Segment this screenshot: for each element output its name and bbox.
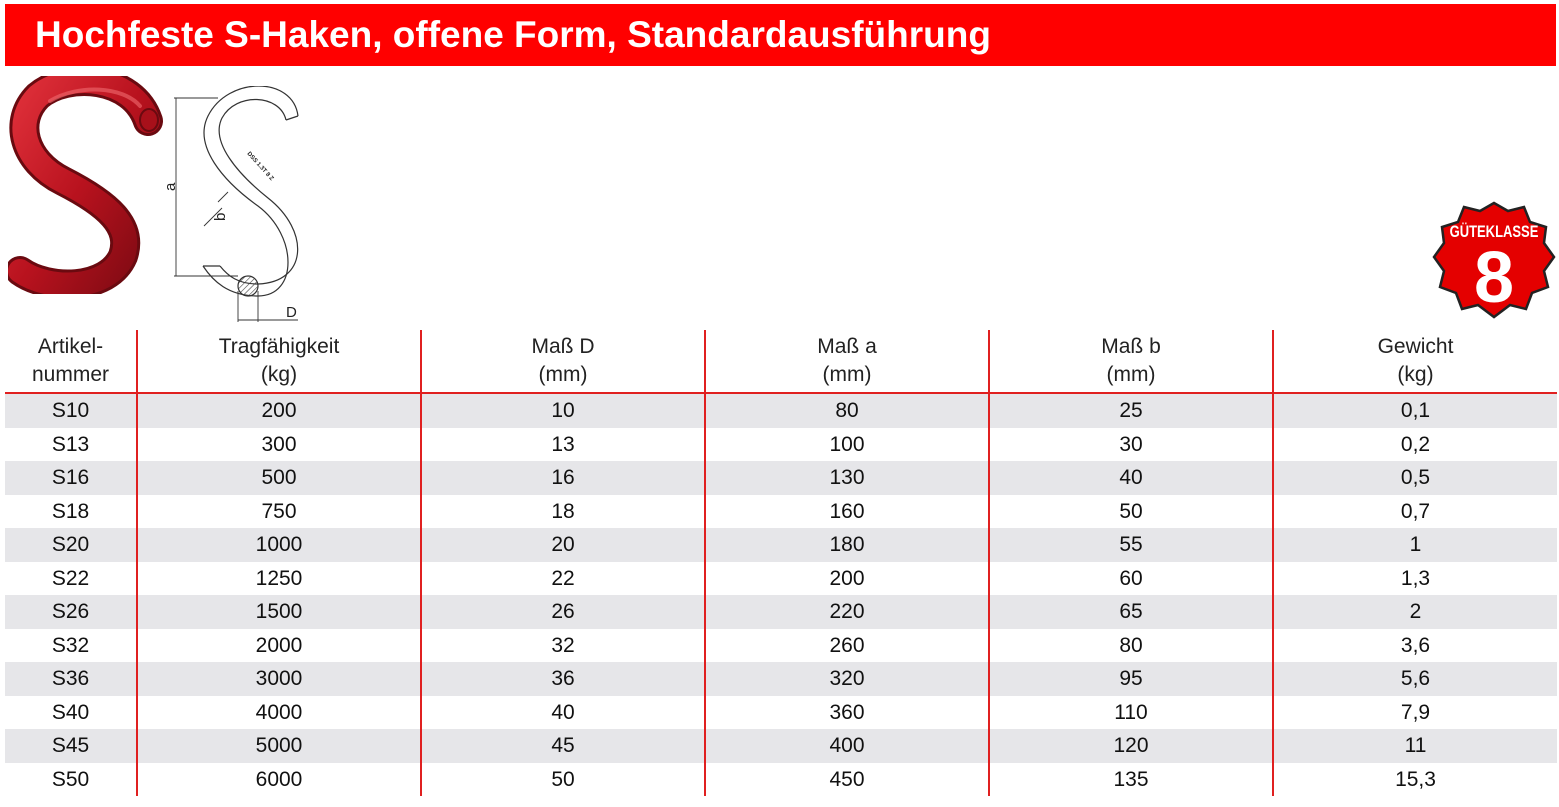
- table-row: [5, 528, 1557, 562]
- s-hook-product-image: [8, 76, 164, 294]
- table-row: [5, 763, 1557, 797]
- cell-weight: 7,9: [1273, 696, 1557, 730]
- cell-load-capacity: 6000: [137, 763, 421, 797]
- cell-weight: 5,6: [1273, 662, 1557, 696]
- cell-dimension-d: 40: [421, 696, 705, 730]
- table-row: [5, 696, 1557, 730]
- cell-load-capacity: 300: [137, 428, 421, 462]
- cell-dimension-b: 120: [989, 729, 1273, 763]
- cell-load-capacity: 1000: [137, 528, 421, 562]
- page-title: Hochfeste S-Haken, offene Form, Standardausführung: [35, 14, 991, 55]
- cell-dimension-b: 40: [989, 461, 1273, 495]
- cell-dimension-b: 25: [989, 393, 1273, 428]
- cell-dimension-b: 60: [989, 562, 1273, 596]
- cell-dimension-d: 18: [421, 495, 705, 529]
- badge-grade: 8: [1473, 238, 1515, 318]
- cell-article-number: S36: [5, 662, 137, 696]
- cell-dimension-a: 220: [705, 595, 989, 629]
- cell-load-capacity: 4000: [137, 696, 421, 730]
- cell-article-number: S40: [5, 696, 137, 730]
- cell-dimension-a: 80: [705, 393, 989, 428]
- specification-table: [5, 330, 1557, 796]
- cell-dimension-d: 26: [421, 595, 705, 629]
- cell-article-number: S32: [5, 629, 137, 663]
- cell-article-number: S26: [5, 595, 137, 629]
- dimension-label-a: a: [162, 182, 179, 191]
- cell-load-capacity: 500: [137, 461, 421, 495]
- cell-load-capacity: 2000: [137, 629, 421, 663]
- cell-weight: 15,3: [1273, 763, 1557, 797]
- header-load-capacity: Tragfähigkeit (kg): [137, 330, 421, 393]
- hook-stamp-text: DSS 1.3T 8 Z: [245, 151, 275, 183]
- header-article-number: Artikel- nummer: [5, 330, 137, 393]
- cell-article-number: S45: [5, 729, 137, 763]
- cell-load-capacity: 5000: [137, 729, 421, 763]
- badge-label: GÜTEKLASSE: [1449, 223, 1539, 242]
- cell-dimension-d: 36: [421, 662, 705, 696]
- cell-dimension-a: 200: [705, 562, 989, 596]
- cell-dimension-b: 95: [989, 662, 1273, 696]
- cell-load-capacity: 750: [137, 495, 421, 529]
- header-weight: Gewicht (kg): [1273, 330, 1557, 393]
- cell-dimension-b: 50: [989, 495, 1273, 529]
- dimension-label-b: b: [212, 212, 229, 221]
- cell-dimension-d: 45: [421, 729, 705, 763]
- cell-dimension-b: 135: [989, 763, 1273, 797]
- table-header-row: [5, 330, 1557, 393]
- cell-dimension-a: 400: [705, 729, 989, 763]
- cell-dimension-d: 10: [421, 393, 705, 428]
- cell-dimension-d: 50: [421, 763, 705, 797]
- table-row: [5, 595, 1557, 629]
- cell-article-number: S10: [5, 393, 137, 428]
- table-row: [5, 461, 1557, 495]
- cell-dimension-b: 65: [989, 595, 1273, 629]
- header-dimension-b: Maß b (mm): [989, 330, 1273, 393]
- grade-8-badge: [1432, 201, 1556, 319]
- s-hook-technical-drawing: [158, 86, 308, 326]
- cell-dimension-b: 55: [989, 528, 1273, 562]
- cell-dimension-d: 16: [421, 461, 705, 495]
- cell-dimension-b: 30: [989, 428, 1273, 462]
- cell-load-capacity: 1250: [137, 562, 421, 596]
- title-bar: [5, 4, 1556, 66]
- cell-dimension-b: 110: [989, 696, 1273, 730]
- cell-dimension-a: 260: [705, 629, 989, 663]
- cell-weight: 1,3: [1273, 562, 1557, 596]
- cell-dimension-d: 20: [421, 528, 705, 562]
- cell-article-number: S20: [5, 528, 137, 562]
- cell-weight: 0,1: [1273, 393, 1557, 428]
- cell-weight: 3,6: [1273, 629, 1557, 663]
- header-dimension-a: Maß a (mm): [705, 330, 989, 393]
- cell-weight: 11: [1273, 729, 1557, 763]
- cell-dimension-d: 32: [421, 629, 705, 663]
- table-row: [5, 562, 1557, 596]
- cell-article-number: S50: [5, 763, 137, 797]
- cell-load-capacity: 1500: [137, 595, 421, 629]
- cell-weight: 2: [1273, 595, 1557, 629]
- header-dimension-d: Maß D (mm): [421, 330, 705, 393]
- dimension-label-d: D: [286, 304, 297, 321]
- table-row: [5, 729, 1557, 763]
- cell-article-number: S22: [5, 562, 137, 596]
- cell-dimension-a: 100: [705, 428, 989, 462]
- cell-load-capacity: 3000: [137, 662, 421, 696]
- cell-weight: 0,7: [1273, 495, 1557, 529]
- cell-dimension-a: 130: [705, 461, 989, 495]
- cell-weight: 1: [1273, 528, 1557, 562]
- table-row: [5, 428, 1557, 462]
- table-row: [5, 662, 1557, 696]
- cell-weight: 0,2: [1273, 428, 1557, 462]
- cell-weight: 0,5: [1273, 461, 1557, 495]
- table-row: [5, 393, 1557, 428]
- cell-dimension-a: 160: [705, 495, 989, 529]
- cell-article-number: S13: [5, 428, 137, 462]
- cell-dimension-a: 360: [705, 696, 989, 730]
- cell-dimension-a: 450: [705, 763, 989, 797]
- cell-dimension-d: 13: [421, 428, 705, 462]
- cell-article-number: S16: [5, 461, 137, 495]
- table-row: [5, 495, 1557, 529]
- cell-dimension-a: 180: [705, 528, 989, 562]
- cell-dimension-a: 320: [705, 662, 989, 696]
- cell-load-capacity: 200: [137, 393, 421, 428]
- cell-article-number: S18: [5, 495, 137, 529]
- cell-dimension-d: 22: [421, 562, 705, 596]
- cell-dimension-b: 80: [989, 629, 1273, 663]
- table-row: [5, 629, 1557, 663]
